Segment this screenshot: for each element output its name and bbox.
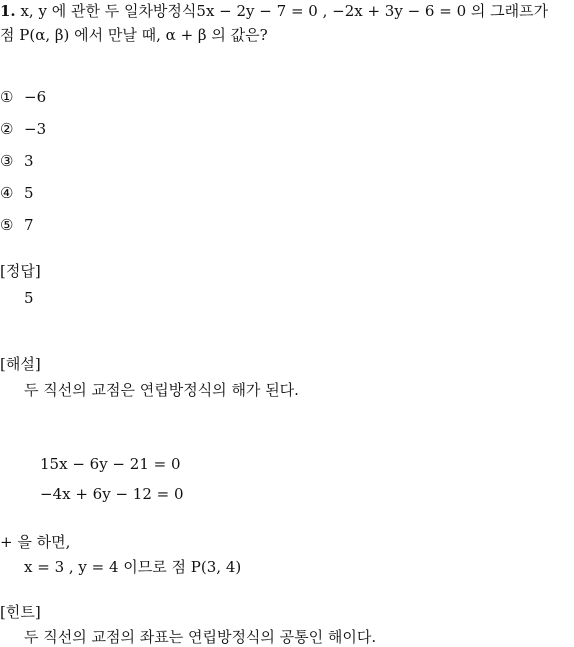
- option-4-marker: ④: [0, 184, 14, 202]
- option-3-marker: ③: [0, 152, 14, 170]
- question-text-1: x, y 에 관한 두 일차방정식5x − 2y − 7 = 0 , −2x + 3y − 6 = 0 의 그래프가: [20, 2, 549, 20]
- hint-text: 두 직선의 교점의 좌표는 연립방정식의 공통인 해이다.: [24, 628, 377, 646]
- answer-value: 5: [24, 289, 34, 307]
- explanation-result: x = 3 , y = 4 이므로 점 P(3, 4): [24, 558, 242, 576]
- option-2-marker: ②: [0, 120, 14, 138]
- option-2-value: −3: [24, 120, 47, 138]
- question-number: 1.: [0, 2, 16, 20]
- option-1-marker: ①: [0, 88, 14, 106]
- equation-1: 15x − 6y − 21 = 0: [40, 455, 181, 473]
- question-text-2: 점 P(α, β) 에서 만날 때, α + β 의 값은?: [0, 26, 268, 44]
- explanation-label: [해설]: [0, 355, 41, 373]
- answer-label: [정답]: [0, 262, 41, 280]
- question-line-2: [0, 25, 268, 45]
- option-1[interactable]: [0, 87, 46, 107]
- option-5-value: 7: [24, 216, 34, 234]
- option-2[interactable]: [0, 119, 46, 139]
- option-3-value: 3: [24, 152, 34, 170]
- option-1-value: −6: [24, 88, 47, 106]
- option-5-marker: ⑤: [0, 216, 14, 234]
- option-4-value: 5: [24, 184, 34, 202]
- hint-label: [힌트]: [0, 603, 41, 621]
- question-line-1: [0, 1, 548, 21]
- option-3[interactable]: [0, 151, 34, 171]
- explanation-intro: 두 직선의 교점은 연립방정식의 해가 된다.: [24, 381, 299, 399]
- option-5[interactable]: [0, 215, 34, 235]
- option-4[interactable]: [0, 183, 34, 203]
- equation-2: −4x + 6y − 12 = 0: [40, 485, 184, 503]
- explanation-add-step: + 을 하면,: [0, 533, 71, 551]
